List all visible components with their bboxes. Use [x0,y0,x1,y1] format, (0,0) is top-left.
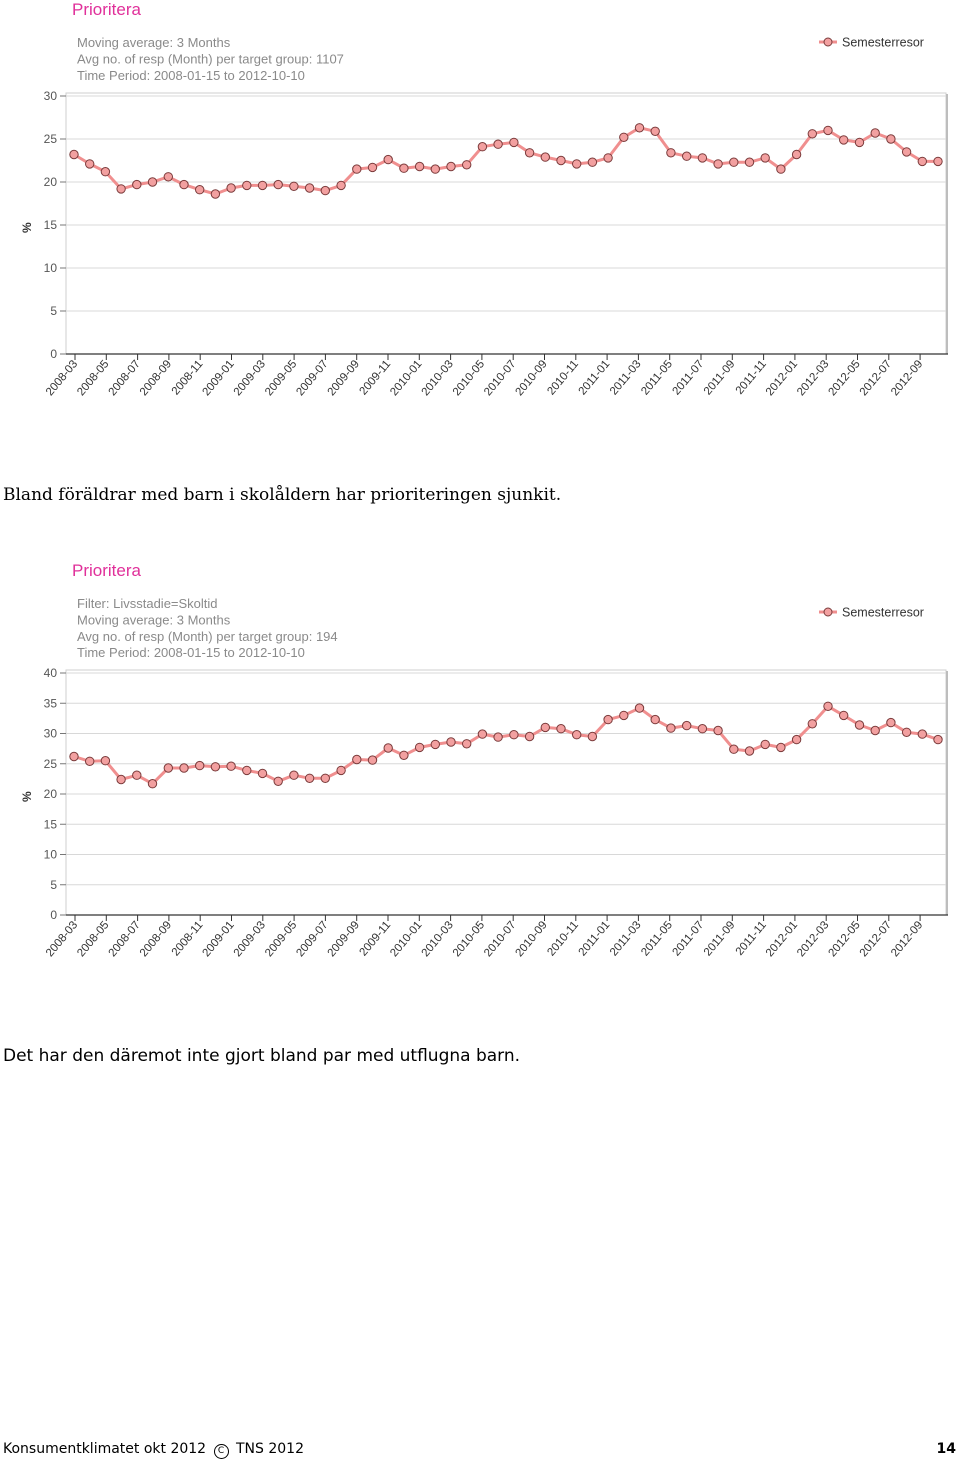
data-point [478,730,486,738]
x-tick-label: 2009-09 [325,358,362,399]
data-point [573,160,581,168]
y-tick-label: 15 [43,817,57,832]
y-tick-label: 5 [50,304,57,318]
data-point [117,185,125,193]
data-point [651,127,659,135]
chart-subtitle-line: Time Period: 2008-01-15 to 2012-10-10 [77,67,305,83]
data-point [494,733,502,741]
data-point [133,771,141,779]
data-point [918,730,926,738]
data-point [714,160,722,168]
y-tick-label: 40 [43,666,57,680]
x-tick-label: 2012-01 [763,919,801,960]
data-point [510,731,518,739]
x-tick-label: 2009-11 [357,358,394,398]
data-point [243,181,251,189]
data-point [400,164,408,172]
data-point [651,715,659,723]
x-tick-label: 2009-05 [263,358,300,399]
y-tick-label: 25 [43,756,57,771]
caption-first: Bland föräldrar med barn i skolåldern har prioriteringen sjunkit. [3,485,562,505]
data-point [730,158,738,166]
data-point [761,154,769,162]
x-tick-label: 2010-03 [419,919,456,960]
data-point [635,704,643,712]
data-point [745,158,753,166]
data-point [934,157,942,165]
data-point [620,711,628,719]
data-point [525,149,533,157]
data-point [353,165,361,173]
data-point [777,743,785,751]
caption-second: Det har den däremot inte gjort bland par med utflugna barn. [3,1046,521,1066]
data-point [855,721,863,729]
data-point [588,158,596,166]
x-tick-label: 2009-07 [294,919,331,960]
data-point [698,154,706,162]
x-tick-label: 2009-03 [231,919,269,960]
x-tick-label: 2009-01 [200,358,237,399]
data-point [321,186,329,194]
data-point [368,163,376,171]
x-tick-label: 2012-05 [826,919,863,960]
x-tick-label: 2012-03 [795,919,832,960]
x-tick-label: 2011-05 [639,358,675,398]
x-tick-label: 2011-09 [701,919,738,959]
data-point [887,135,895,143]
data-point [525,732,533,740]
data-point [196,761,204,769]
x-tick-label: 2008-11 [169,919,206,959]
data-point [730,745,738,753]
data-point [478,143,486,151]
legend-marker [824,38,832,46]
data-point [871,726,879,734]
chart-title: Prioritera [72,0,141,19]
data-point [258,769,266,777]
chart-subtitle-line: Time Period: 2008-01-15 to 2012-10-10 [77,645,305,661]
x-tick-label: 2008-11 [169,358,206,398]
plot-frame [66,670,946,915]
data-point [274,777,282,785]
y-tick-label: 20 [43,175,57,189]
x-tick-label: 2012-03 [795,358,832,399]
chart-subtitle-line: Avg no. of resp (Month) per target group: 194 [77,628,338,644]
x-tick-label: 2008-05 [75,358,112,399]
y-tick-label: 0 [50,908,57,922]
data-point [101,168,109,176]
data-point [887,718,895,726]
data-point [305,184,313,192]
x-tick-label: 2008-07 [106,919,143,960]
x-tick-label: 2012-07 [857,919,895,960]
page-number: 14 [936,1441,956,1457]
y-axis-label: % [20,791,34,802]
chart-subtitle-line: Moving average: 3 Months [77,35,231,50]
data-point [667,149,675,157]
data-point [321,774,329,782]
data-point [604,715,612,723]
data-point [824,126,832,134]
data-point [557,156,565,164]
data-point [133,180,141,188]
data-point [180,180,188,188]
data-point [337,181,345,189]
data-point [86,757,94,765]
y-tick-label: 35 [43,696,57,711]
y-tick-label: 30 [43,89,57,103]
x-tick-label: 2010-05 [450,919,488,960]
x-tick-label: 2008-09 [137,358,175,399]
x-tick-label: 2010-03 [419,358,456,399]
y-tick-label: 30 [43,726,57,741]
data-point [918,157,926,165]
x-tick-label: 2009-11 [357,919,394,959]
x-tick-label: 2010-07 [482,919,519,960]
x-tick-label: 2010-05 [450,358,488,399]
data-point [400,751,408,759]
data-point [148,780,156,788]
x-tick-label: 2010-09 [513,358,550,399]
legend-label: Semesterresor [842,605,924,620]
data-point [635,124,643,132]
data-point [745,747,753,755]
x-tick-label: 2010-09 [513,919,550,960]
x-tick-label: 2012-05 [826,358,863,399]
data-point [902,148,910,156]
data-point [573,731,581,739]
data-point [792,735,800,743]
x-tick-label: 2011-05 [639,919,675,959]
x-tick-label: 2011-11 [733,358,769,397]
data-point [384,155,392,163]
data-point [227,184,235,192]
data-point [305,774,313,782]
data-point [808,720,816,728]
data-point [855,138,863,146]
x-tick-label: 2008-03 [43,358,81,399]
data-point [447,162,455,170]
data-point [792,150,800,158]
data-point [86,160,94,168]
x-tick-label: 2011-11 [733,919,769,958]
x-tick-label: 2009-07 [294,358,331,399]
data-point [714,726,722,734]
data-point [211,763,219,771]
data-point [274,180,282,188]
x-tick-label: 2011-07 [670,358,707,398]
data-point [683,721,691,729]
y-tick-label: 10 [43,261,57,275]
chart-subtitle-line: Avg no. of resp (Month) per target group: 1107 [77,51,344,67]
data-point [290,182,298,190]
legend [819,606,924,620]
data-point [683,152,691,160]
data-point [415,743,423,751]
data-point [101,757,109,765]
y-tick-label: 20 [43,787,57,801]
data-point [164,173,172,181]
chart-subtitle-line: Moving average: 3 Months [77,612,231,628]
legend-marker [824,608,832,616]
data-point [463,161,471,169]
data-point [871,129,879,137]
x-tick-label: 2011-07 [670,919,707,959]
data-point [557,725,565,733]
y-tick-label: 5 [50,877,57,892]
data-point [243,766,251,774]
data-point [620,133,628,141]
data-point [761,740,769,748]
x-tick-label: 2012-07 [857,358,895,399]
data-point [510,138,518,146]
data-point [840,136,848,144]
x-tick-label: 2012-09 [889,358,926,399]
data-point [431,740,439,748]
y-tick-label: 15 [43,218,57,232]
x-tick-label: 2012-01 [763,358,801,399]
x-tick-label: 2010-11 [545,358,582,398]
data-point [415,162,423,170]
data-point [604,154,612,162]
x-tick-label: 2010-07 [482,358,519,399]
x-tick-label: 2008-03 [43,919,81,960]
data-point [211,190,219,198]
legend-label: Semesterresor [842,35,924,50]
data-point [368,756,376,764]
chart-2 [0,556,960,976]
data-point [337,766,345,774]
data-point [824,702,832,710]
y-tick-label: 25 [43,132,57,146]
x-tick-label: 2011-01 [576,358,613,398]
data-point [541,723,549,731]
data-point [117,775,125,783]
data-point [447,738,455,746]
data-point [353,755,361,763]
data-point [290,771,298,779]
data-point [777,165,785,173]
data-point [588,732,596,740]
x-tick-label: 2009-09 [325,919,362,960]
x-tick-label: 2009-01 [200,919,237,960]
x-tick-label: 2008-05 [75,919,112,960]
data-point [384,744,392,752]
x-tick-label: 2012-09 [889,919,926,960]
data-point [463,740,471,748]
data-point [148,178,156,186]
x-tick-label: 2008-07 [106,358,143,399]
data-point [698,725,706,733]
data-point [258,181,266,189]
x-tick-label: 2011-03 [607,919,644,959]
x-tick-label: 2011-03 [607,358,644,398]
data-point [431,165,439,173]
data-point [196,186,204,194]
data-point [227,762,235,770]
x-tick-label: 2010-01 [388,919,425,960]
data-point [840,711,848,719]
data-point [70,752,78,760]
x-tick-label: 2008-09 [137,919,175,960]
footer-publication: Konsumentklimatet okt 2012 [3,1441,207,1457]
data-point [934,735,942,743]
data-point [70,150,78,158]
footer-left [3,1441,304,1459]
data-point [902,728,910,736]
data-point [180,764,188,772]
data-point [164,764,172,772]
footer-brand: TNS 2012 [236,1441,304,1457]
x-tick-label: 2011-01 [576,919,613,959]
x-tick-label: 2009-03 [231,358,269,399]
copyright-icon: C [214,1444,229,1459]
chart-subtitle-line: Filter: Livsstadie=Skoltid [77,596,218,611]
chart-title: Prioritera [72,561,141,580]
y-tick-label: 10 [43,847,57,862]
data-point [541,153,549,161]
data-point [808,130,816,138]
y-axis-label: % [20,222,34,233]
x-tick-label: 2010-01 [388,358,425,399]
chart-1 [0,0,960,420]
data-point [667,724,675,732]
x-tick-label: 2010-11 [545,919,582,959]
data-point [494,140,502,148]
x-tick-label: 2009-05 [263,919,300,960]
x-tick-label: 2011-09 [701,358,738,398]
legend [819,36,924,50]
y-tick-label: 0 [50,347,57,361]
